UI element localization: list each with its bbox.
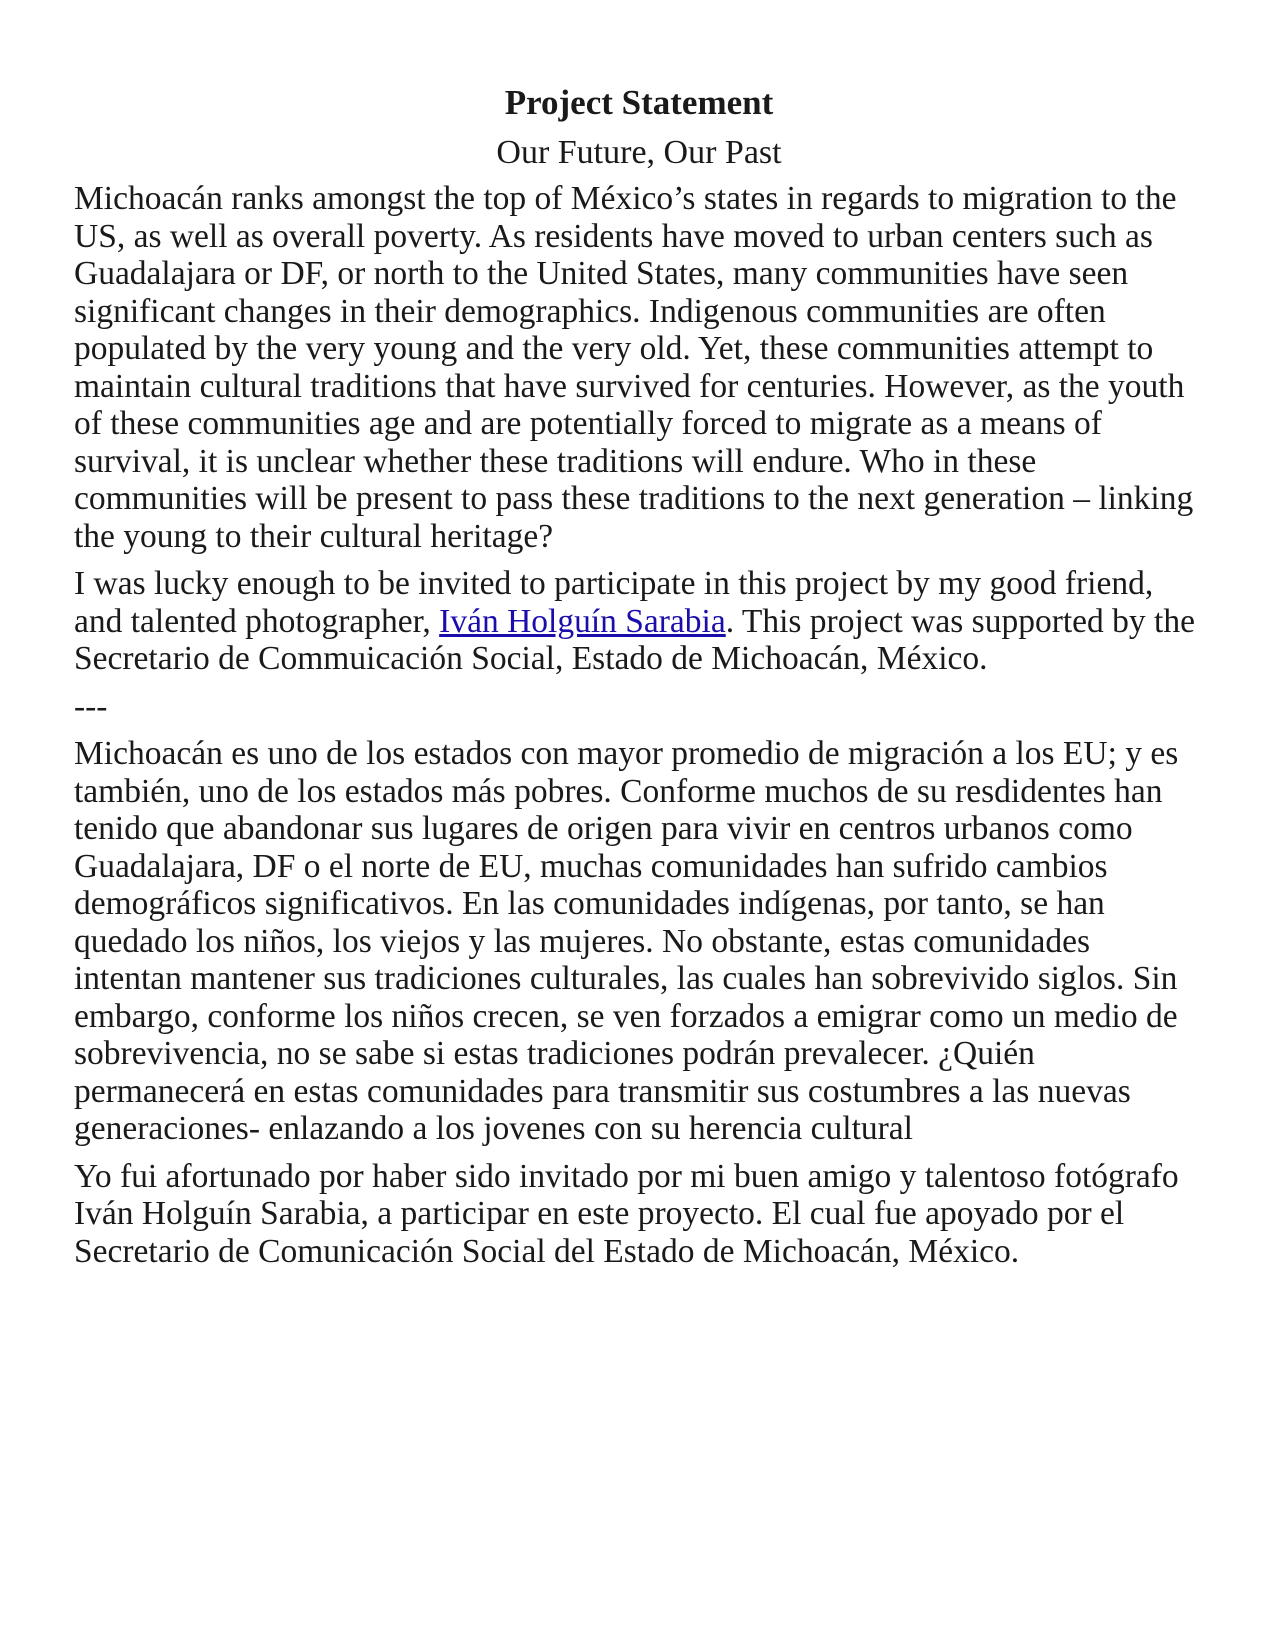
photographer-link[interactable]: Iván Holguín Sarabia (439, 602, 726, 640)
english-paragraph-2-text-before: I was lucky enough to be invited to participate in this project by my good friend, and talented photographer, (74, 565, 1154, 640)
page-subtitle: Our Future, Our Past (496, 134, 782, 171)
document-page (74, 78, 1204, 1280)
english-paragraph-2 (74, 565, 1204, 678)
english-paragraph-1: Michoacán ranks amongst the top of México’s states in regards to migration to the US, as well as overall poverty. As residents have moved to urban centers such as Guadalajara or DF, or north to the United States, many communities have seen significant changes in their demographics. Indigenous communities are often populated by the very young and the very old. Yet, these communities attempt to maintain cultural traditions that have survived for centuries. However, as the youth of these communities age and are potentially forced to migrate as a means of survival, it is unclear whether these traditions will endure. Who in these communities will be present to pass these traditions to the next generation – linking the young to their cultural heritage? (74, 180, 1194, 555)
section-divider: --- (74, 687, 108, 725)
spanish-paragraph-1: Michoacán es uno de los estados con mayor promedio de migración a los EU; y es también, uno de los estados más pobres. Conforme muchos de su resdidentes han tenido que abandonar sus lugares de origen para vivir en centros urbanos como Guadalajara, DF o el norte de EU, muchas comunidades han sufrido cambios demográficos significativos. En las comunidades indígenas, por tanto, se han quedado los niños, los viejos y las mujeres. No obstante, estas comunidades intentan mantener sus tradiciones culturales, las cuales han sobrevivido siglos. Sin embargo, conforme los niños crecen, se ven forzados a emigrar como un medio de sobrevivencia, no se sabe si estas tradiciones podrán prevalecer. ¿Quién permanecerá en estas comunidades para transmitir sus costumbres a las nuevas generaciones- enlazando a los jovenes con su herencia cultural (74, 735, 1179, 1147)
page-title: Project Statement (504, 83, 774, 122)
english-paragraph-2-text-after: . This project was supported by the Secretario de Commuicación Social, Estado de Michoacán, México. (74, 602, 1195, 677)
spanish-paragraph-2: Yo fui afortunado por haber sido invitado por mi buen amigo y talentoso fotógrafo Iván Holguín Sarabia, a participar en este proyecto. El cual fue apoyado por el Secretario de Comunicación Social del Estado de Michoacán, México. (74, 1157, 1179, 1270)
